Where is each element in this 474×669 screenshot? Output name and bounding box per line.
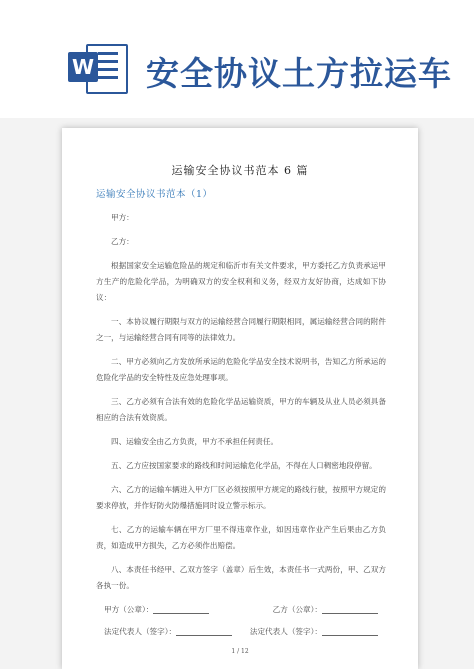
text-line-shape — [98, 52, 118, 55]
text-line-shape — [98, 76, 118, 79]
rep-a — [104, 624, 232, 640]
paragraph-preamble: 根据国家安全运输危险品的规定和临沂市有关文件要求，甲方委托乙方负责承运甲方生产的危险化学品，为明确双方的安全权利和义务，经双方友好协商，达成如下协议： — [96, 261, 386, 302]
signature-row-representative — [96, 624, 386, 640]
rep-b-label: 法定代表人（签字）： — [249, 627, 322, 636]
paragraph-clause-3: 三、乙方必须有合法有效的危险化学品运输资质，甲方的车辆及从业人员必须具备相应的合法有效资质。 — [96, 397, 386, 422]
signature-blank — [176, 625, 232, 636]
party-b-seal — [273, 602, 378, 618]
word-letter-badge: W — [68, 52, 98, 82]
document-page — [62, 128, 418, 669]
party-b-seal-label: 乙方（公章）： — [272, 605, 322, 614]
paragraph-clause-2: 二、甲方必须向乙方发放所承运的危险化学品安全技术说明书，告知乙方所承运的危险化学品的安全特性及应急处理事项。 — [96, 357, 386, 382]
banner-title: 安全协议土方拉运车 — [146, 54, 452, 93]
signature-blank — [153, 603, 209, 614]
paragraph-clause-1: 一、本协议履行期限与双方的运输经营合同履行期限相同，属运输经营合同的附件之一，与运输经营合同有同等的法律效力。 — [96, 317, 386, 342]
rep-a-label: 法定代表人（签字）： — [104, 627, 177, 636]
party-a-seal — [104, 602, 209, 618]
word-document-icon — [68, 40, 126, 94]
paragraph-clause-5: 五、乙方应按国家要求的路线和时间运输危化学品，不得在人口稠密地段停留。 — [111, 461, 377, 470]
header-banner — [0, 0, 474, 118]
signature-row-seal — [96, 602, 386, 618]
document-title: 运输安全协议书范本 6 篇 — [171, 164, 309, 177]
paragraph-clause-4: 四、运输安全由乙方负责，甲方不承担任何责任。 — [111, 437, 279, 446]
text-line-shape — [98, 68, 118, 71]
text-line-shape — [98, 60, 118, 63]
section-heading: 运输安全协议书范本（1） — [96, 189, 213, 200]
paragraph-clause-6: 六、乙方的运输车辆进入甲方厂区必须按照甲方规定的路线行驶，按照甲方规定的要求停放，并作好防火防爆措施同时设立警示标示。 — [96, 485, 386, 510]
paragraph-clause-7: 七、乙方的运输车辆在甲方厂里不得违章作业，如因违章作业产生后果由乙方负责，如造成甲方损失，乙方必须作出赔偿。 — [96, 525, 386, 550]
signature-blank — [322, 603, 378, 614]
paragraph-clause-8: 八、本责任书经甲、乙双方签字（盖章）后生效，本责任书一式两份，甲、乙双方各执一份。 — [96, 565, 386, 590]
party-a-line: 甲方： — [111, 213, 134, 222]
document-body — [96, 210, 386, 646]
rep-b — [250, 624, 378, 640]
party-b-line: 乙方： — [111, 237, 134, 246]
signature-blank — [322, 625, 378, 636]
page-number: 1 / 12 — [231, 648, 249, 655]
party-a-seal-label: 甲方（公章）： — [104, 605, 154, 614]
